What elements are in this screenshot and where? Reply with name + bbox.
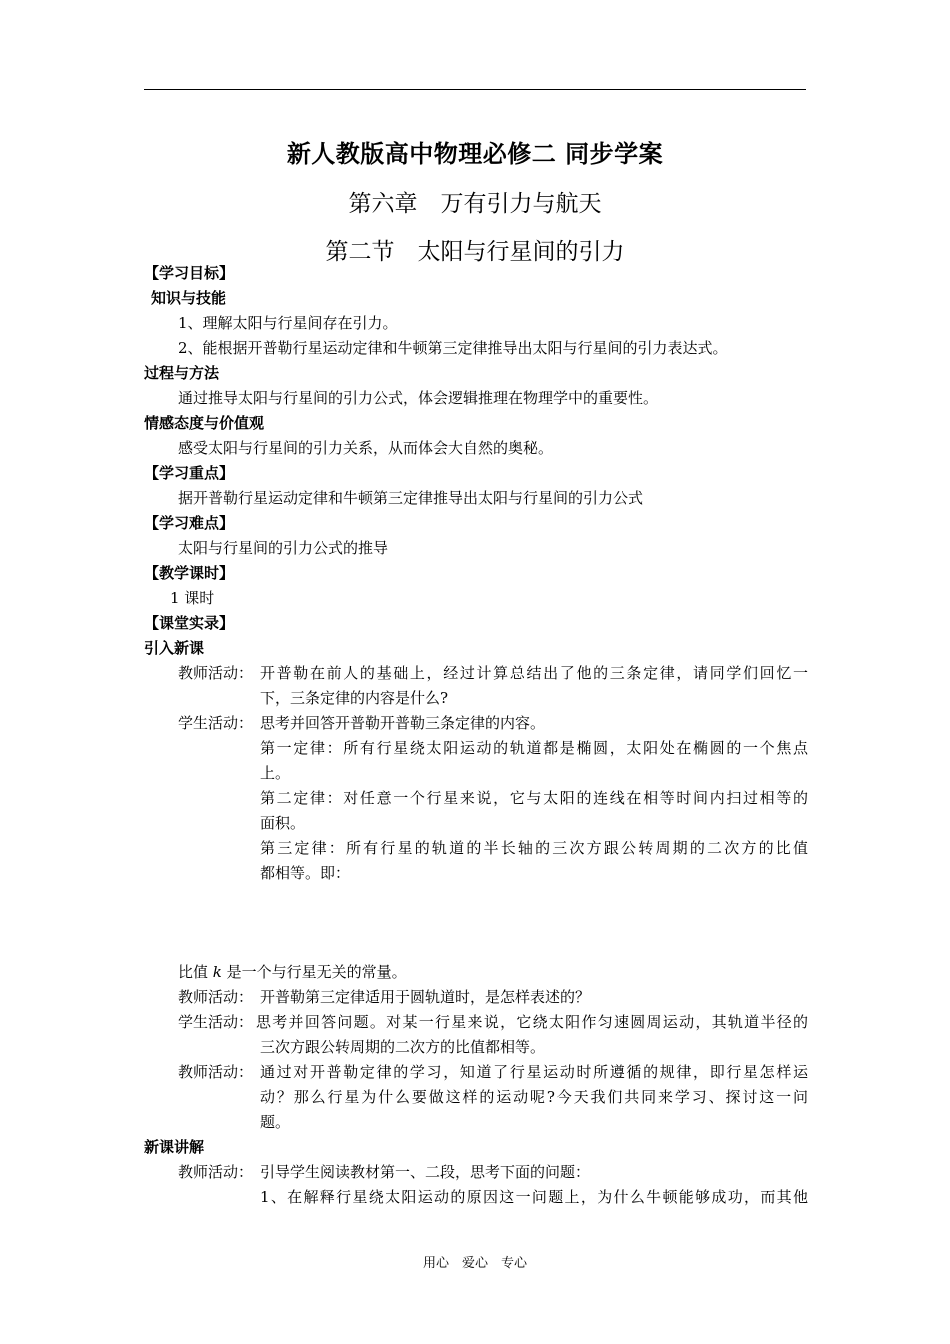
ratio-post: 是一个与行星无关的常量。 bbox=[221, 963, 407, 981]
second-law-text: 面积。 bbox=[260, 814, 306, 832]
student-label: 学生活动： bbox=[178, 714, 254, 732]
knowledge-heading: 知识与技能 bbox=[151, 289, 227, 307]
record-heading: 【课堂实录】 bbox=[144, 614, 235, 632]
teacher-activity-line bbox=[260, 663, 808, 683]
first-law-text: 第一定律：所有行星绕太阳运动的轨道都是椭圆，太阳处在椭圆的一个焦点 bbox=[260, 739, 808, 757]
teacher-label: 教师活动： bbox=[178, 988, 254, 1006]
teacher-activity-line bbox=[260, 1062, 808, 1082]
first-law-text: 上。 bbox=[260, 764, 291, 782]
intro-heading: 引入新课 bbox=[144, 639, 205, 657]
teacher-label: 教师活动： bbox=[178, 1063, 254, 1081]
student-label: 学生活动： bbox=[178, 1013, 254, 1031]
hours-heading: 【教学课时】 bbox=[144, 564, 235, 582]
key-point-heading: 【学习重点】 bbox=[144, 464, 235, 482]
difficulty-heading: 【学习难点】 bbox=[144, 514, 235, 532]
header-rule bbox=[144, 89, 806, 90]
new-lesson-heading: 新课讲解 bbox=[144, 1138, 205, 1156]
key-point-text: 据开普勒行星运动定律和牛顿第三定律推导出太阳与行星间的引力公式 bbox=[178, 489, 644, 507]
ratio-symbol: k bbox=[212, 963, 222, 981]
question-text: 1、在解释行星绕太阳运动的原因这一问题上，为什么牛顿能够成功，而其他 bbox=[260, 1188, 808, 1206]
third-law-text: 第三定律：所有行星的轨道的半长轴的三次方跟公转周期的二次方的比值 bbox=[260, 839, 808, 857]
student-activity-text: 思考并回答问题。对某一行星来说，它绕太阳作匀速圆周运动，其轨道半径的 bbox=[256, 1013, 808, 1031]
teacher-activity-text: 动？那么行星为什么要做这样的运动呢?今天我们共同来学习、探讨这一问 bbox=[260, 1088, 808, 1106]
process-text: 通过推导太阳与行星间的引力公式，体会逻辑推理在物理学中的重要性。 bbox=[178, 389, 659, 407]
objectives-heading: 【学习目标】 bbox=[144, 264, 235, 282]
document-title: 新人教版高中物理必修二 同步学案 bbox=[286, 140, 664, 168]
ratio-text bbox=[178, 962, 407, 982]
teacher-activity-line bbox=[260, 1087, 808, 1107]
section-title: 第二节 太阳与行星间的引力 bbox=[325, 239, 625, 265]
emotion-heading: 情感态度与价值观 bbox=[144, 414, 265, 432]
teacher-activity-text: 开普勒在前人的基础上，经过计算总结出了他的三条定律，请同学们回忆一 bbox=[260, 664, 808, 682]
teacher-activity-text: 引导学生阅读教材第一、二段，思考下面的问题： bbox=[260, 1163, 591, 1181]
third-law-text: 都相等。即： bbox=[260, 864, 351, 882]
student-activity-text: 三次方跟公转周期的二次方的比值都相等。 bbox=[260, 1038, 546, 1056]
law-line bbox=[260, 738, 808, 758]
hours-text: 1 课时 bbox=[170, 589, 215, 607]
student-activity-line bbox=[256, 1012, 808, 1032]
teacher-activity-text: 开普勒第三定律适用于圆轨道时，是怎样表述的？ bbox=[260, 988, 591, 1006]
ratio-pre: 比值 bbox=[178, 963, 213, 981]
teacher-activity-text: 下，三条定律的内容是什么? bbox=[260, 689, 449, 707]
student-activity-text: 思考并回答开普勒开普勒三条定律的内容。 bbox=[260, 714, 546, 732]
teacher-label: 教师活动： bbox=[178, 664, 254, 682]
question-line bbox=[260, 1187, 808, 1207]
difficulty-text: 太阳与行星间的引力公式的推导 bbox=[178, 539, 389, 557]
page-footer: 用心 爱心 专心 bbox=[422, 1256, 527, 1271]
teacher-activity-text: 题。 bbox=[260, 1113, 291, 1131]
knowledge-item: 1、理解太阳与行星间存在引力。 bbox=[178, 314, 398, 332]
second-law-text: 第二定律：对任意一个行星来说，它与太阳的连线在相等时间内扫过相等的 bbox=[260, 789, 808, 807]
emotion-text: 感受太阳与行星间的引力关系，从而体会大自然的奥秘。 bbox=[178, 439, 554, 457]
teacher-activity-text: 通过对开普勒定律的学习，知道了行星运动时所遵循的规律，即行星怎样运 bbox=[260, 1063, 808, 1081]
law-line bbox=[260, 838, 808, 858]
knowledge-item: 2、能根据开普勒行星运动定律和牛顿第三定律推导出太阳与行星间的引力表达式。 bbox=[178, 339, 728, 357]
process-heading: 过程与方法 bbox=[144, 364, 220, 382]
law-line bbox=[260, 788, 808, 808]
teacher-label: 教师活动： bbox=[178, 1163, 254, 1181]
chapter-title: 第六章 万有引力与航天 bbox=[348, 191, 602, 217]
